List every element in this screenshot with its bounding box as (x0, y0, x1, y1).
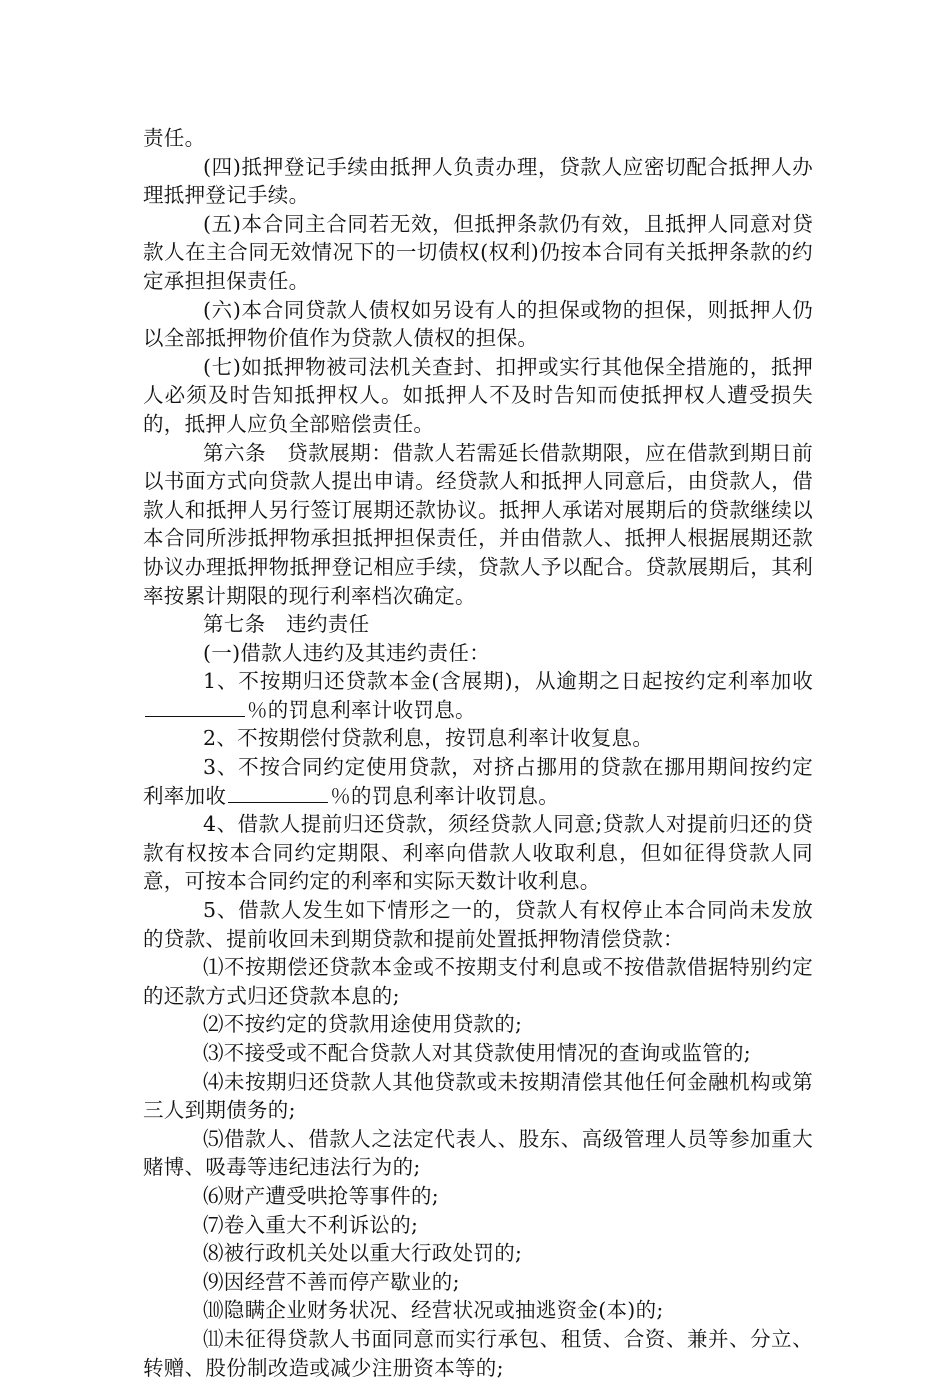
section-1-borrower-breach: (一)借款人违约及其违约责任： (203, 640, 490, 665)
item-3-text-before: 3、不按合同约定使用贷款，对挤占挪用的贷款在挪用期间按约定利率加收 (143, 755, 813, 808)
sub-item-6: ⑹财产遭受哄抢等事件的; (203, 1183, 440, 1208)
item-3-text-after: ％的罚息利率计收罚息。 (330, 783, 560, 808)
rate-blank-field-1 (145, 715, 245, 717)
item-5-acceleration: 5、借款人发生如下情形之一的，贷款人有权停止本合同尚未发放的贷款、提前收回未到期贷款和提前处置抵押物清偿贷款： (143, 898, 813, 951)
sub-item-4: ⑷未按期归还贷款人其他贷款或未按期清偿其他任何金融机构或第三人到期债务的; (143, 1069, 813, 1123)
clause-7-seizure: (七)如抵押物被司法机关查封、扣押或实行其他保全措施的，抵押人必须及时告知抵押权人。如抵押人不及时告知而使抵押权人遭受损失的，抵押人应负全部赔偿责任。 (143, 354, 813, 436)
paragraph-continuation: 责任。 (143, 126, 206, 150)
article-6-loan-extension: 第六条 贷款展期：借款人若需延长借款期限，应在借款到期日前以书面方式向贷款人提出申请。经贷款人和抵押人同意后，由贷款人，借款人和抵押人另行签订展期还款协议。抵押人承诺对展期后的贷款继续以本合同所涉抵押物承担抵押担保责任，并由借款人、抵押人根据展期还款协议办理抵押物抵押登记相应手续，贷款人予以配合。贷款展期后，其利率按累计期限的现行利率档次确定。 (143, 440, 813, 608)
clause-4-registration: (四)抵押登记手续由抵押人负责办理，贷款人应密切配合抵押人办理抵押登记手续。 (143, 154, 813, 208)
sub-item-2: ⑵不按约定的贷款用途使用贷款的; (203, 1012, 523, 1037)
item-3-misuse (143, 753, 813, 810)
item-2-overdue-interest: 2、不按期偿付贷款利息，按罚息利率计收复息。 (203, 726, 654, 751)
article-7-heading: 第七条 违约责任 (203, 612, 370, 637)
sub-item-7: ⑺卷入重大不利诉讼的; (203, 1212, 419, 1237)
clause-6-other-guarantee: (六)本合同贷款人债权如另设有人的担保或物的担保，则抵押人仍以全部抵押物价值作为贷款人债权的担保。 (143, 297, 813, 351)
sub-item-5: ⑸借款人、借款人之法定代表人、股东、高级管理人员等参加重大赌博、吸毒等违纪违法行为的; (143, 1126, 813, 1180)
clause-5-main-contract-invalid: (五)本合同主合同若无效，但抵押条款仍有效，且抵押人同意对贷款人在主合同无效情况下的一切债权(权利)仍按本合同有关抵押条款的约定承担担保责任。 (143, 211, 813, 293)
item-1-overdue-principal (143, 667, 813, 724)
sub-item-1: ⑴不按期偿还贷款本金或不按期支付利息或不按借款借据特别约定的还款方式归还贷款本息的; (143, 955, 813, 1008)
item-1-text-before: 1、不按期归还贷款本金(含展期)，从逾期之日起按约定利率加收 (203, 669, 813, 694)
sub-item-9: ⑼因经营不善而停产歇业的; (203, 1269, 460, 1294)
sub-item-10: ⑽隐瞒企业财务状况、经营状况或抽逃资金(本)的; (203, 1298, 664, 1323)
sub-item-8: ⑻被行政机关处以重大行政处罚的; (203, 1241, 523, 1266)
item-4-early-repayment: 4、借款人提前归还贷款，须经贷款人同意;贷款人对提前归还的贷款有权按本合同约定期限、利率向借款人收取利息，但如征得贷款人同意，可按本合同约定的利率和实际天数计收利息。 (143, 812, 813, 894)
sub-item-3: ⑶不接受或不配合贷款人对其贷款使用情况的查询或监管的; (203, 1041, 752, 1065)
item-1-text-after: ％的罚息利率计收罚息。 (247, 697, 476, 722)
sub-item-11: ⑾未征得贷款人书面同意而实行承包、租赁、合资、兼并、分立、转赠、股份制改造或减少注册资本等的; (143, 1326, 813, 1380)
contract-body (143, 124, 813, 1382)
rate-blank-field-2 (228, 801, 328, 803)
